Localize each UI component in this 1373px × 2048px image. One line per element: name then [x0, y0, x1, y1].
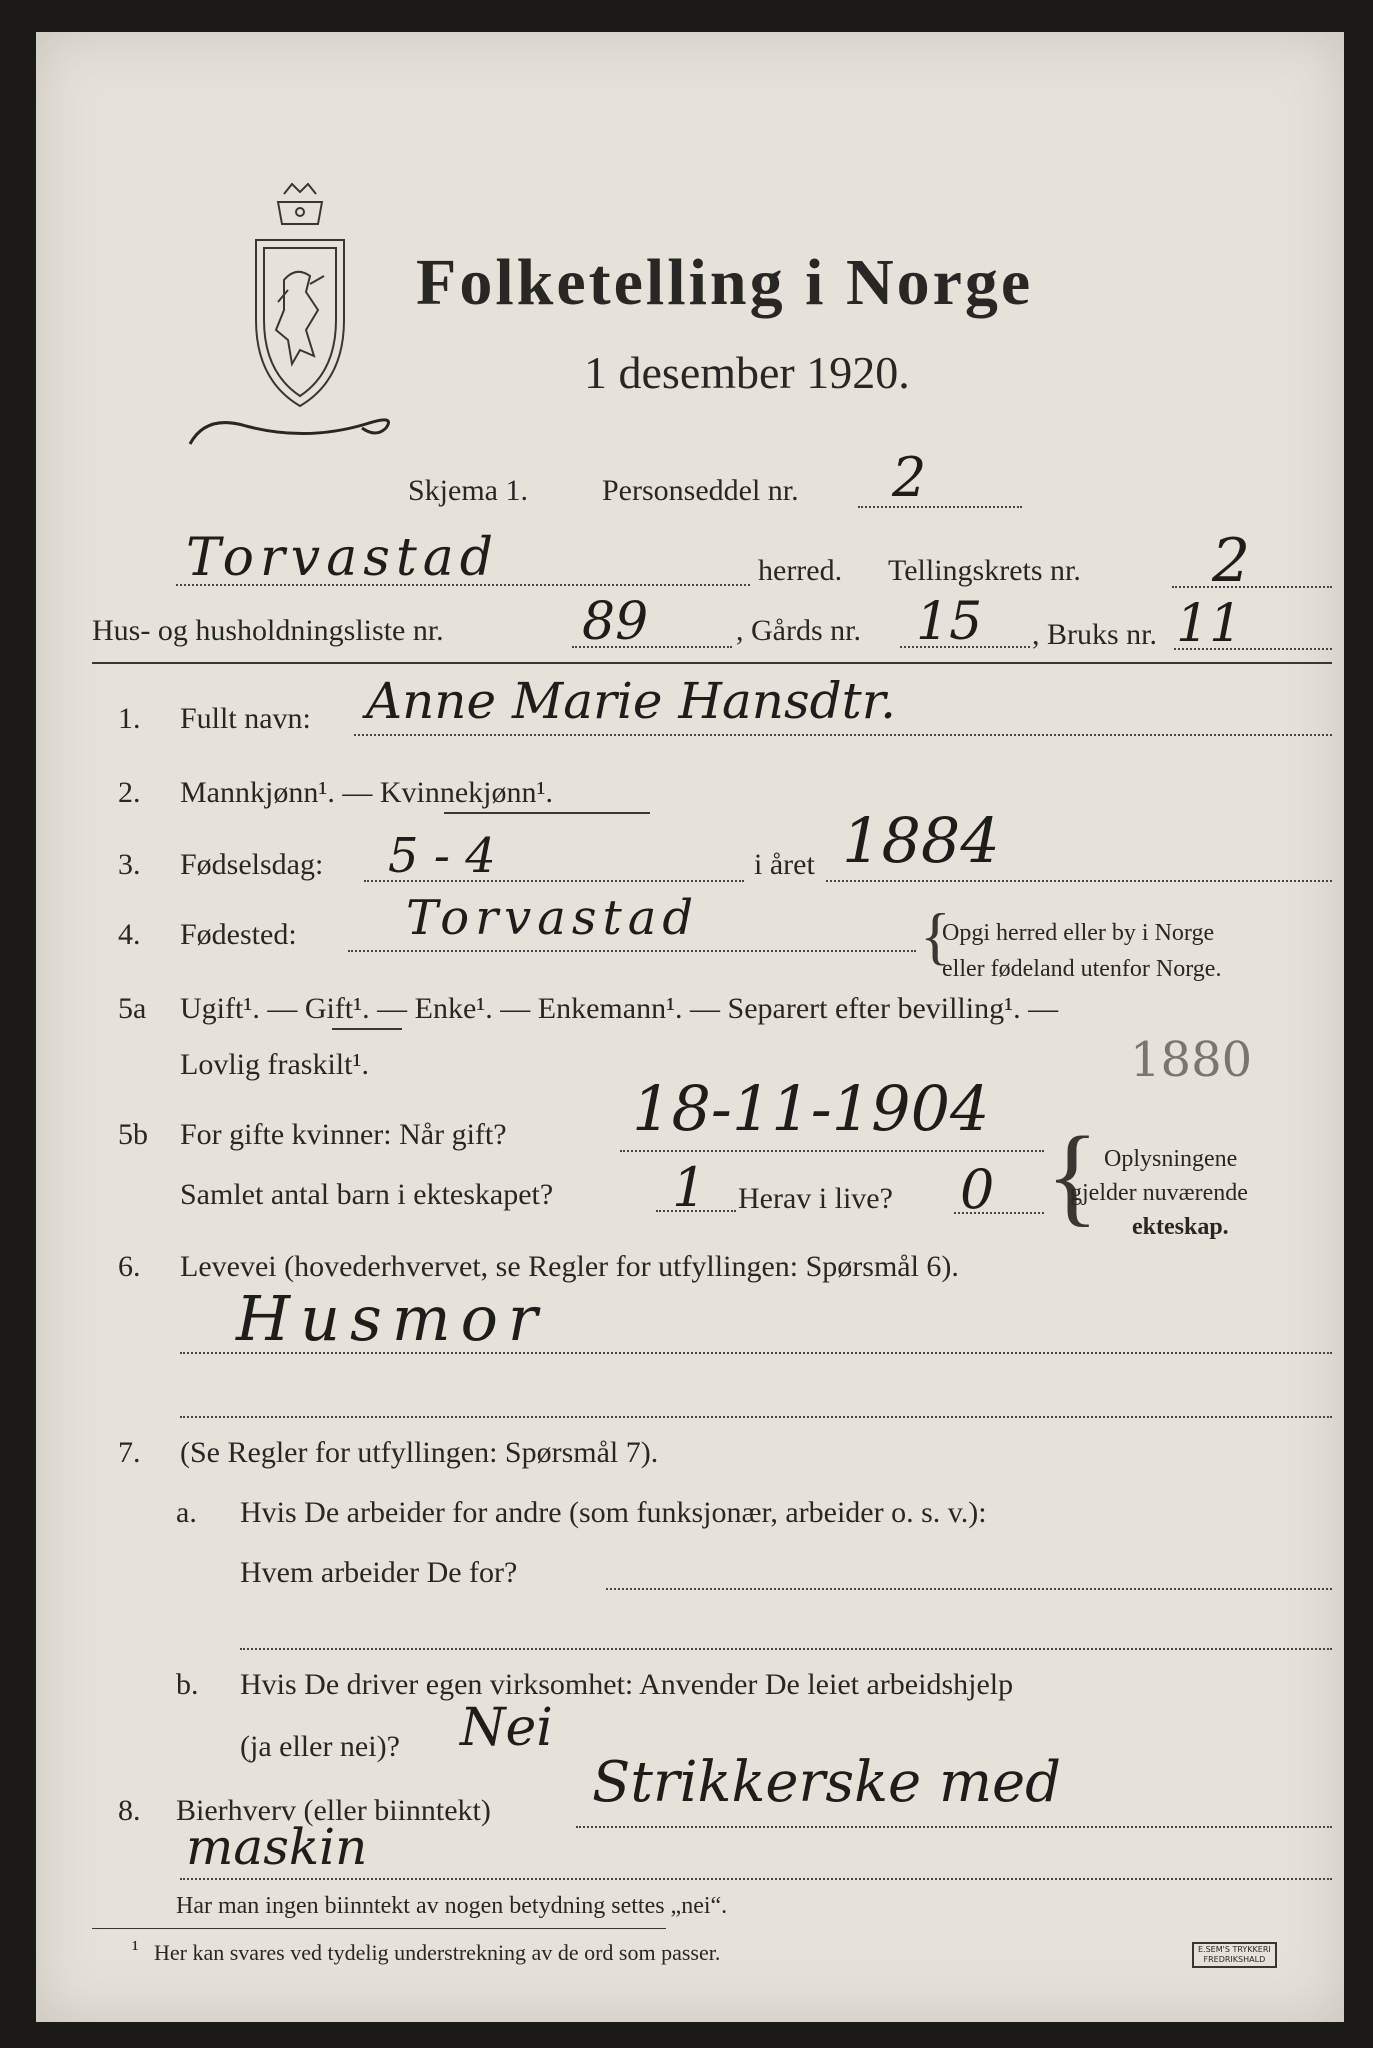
census-date: 1 desember 1920. — [584, 347, 910, 398]
q6-number: 6. — [118, 1250, 141, 1283]
q4-line — [348, 950, 916, 952]
q7a-number: a. — [176, 1496, 197, 1529]
q8-label: Bierhverv (eller biinntekt) — [176, 1794, 491, 1827]
footnote-text: Her kan svares ved tydelig understrekning av de ord som passer. — [154, 1940, 721, 1965]
q7b-number: b. — [176, 1668, 199, 1701]
q7b-value[interactable]: Nei — [460, 1698, 553, 1758]
tellingskrets-line — [1172, 586, 1332, 588]
q2-underline-kvinnekjonn — [444, 812, 650, 814]
gards-value[interactable]: 15 — [916, 592, 983, 652]
census-form-page — [36, 32, 1344, 2022]
q7a-label2: Hvem arbeider De for? — [240, 1556, 518, 1589]
q5b-note-line1: Oplysningene — [1104, 1146, 1238, 1172]
q3-year-line — [826, 880, 1332, 882]
decorative-flourish-icon — [186, 404, 406, 454]
q4-label: Fødested: — [180, 918, 297, 951]
q7-number: 7. — [118, 1436, 141, 1469]
printer-stamp-line2: FREDRIKSHALD — [1203, 1955, 1266, 1964]
q2-label: Mannkjønn¹. — Kvinnekjønn¹. — [180, 776, 553, 809]
q5a-underline-gift — [332, 1028, 402, 1030]
form-title: Folketelling i Norge — [416, 246, 1034, 319]
q8-line2 — [180, 1878, 1332, 1880]
q5b-number: 5b — [118, 1118, 148, 1151]
q5b-barn-label: Samlet antal barn i ekteskapet? — [180, 1178, 554, 1211]
header-divider — [92, 662, 1332, 664]
herred-value[interactable]: Torvastad — [186, 528, 500, 588]
q4-number: 4. — [118, 918, 141, 951]
tellingskrets-label: Tellingskrets nr. — [888, 554, 1081, 587]
q3-year-value[interactable]: 1884 — [842, 804, 1000, 877]
personseddel-line — [858, 506, 1022, 508]
q5a-number: 5a — [118, 992, 147, 1025]
personseddel-label: Personseddel nr. — [602, 474, 799, 507]
skjema-label: Skjema 1. — [408, 474, 528, 507]
q5b-margin-note: 1880 — [1130, 1032, 1253, 1088]
q6-line2 — [180, 1416, 1332, 1418]
herred-label: herred. — [758, 554, 843, 587]
q5b-note-line3: ekteskap. — [1132, 1214, 1229, 1240]
q4-note-line1: Opgi herred eller by i Norge — [942, 920, 1215, 946]
q5b-married-value[interactable]: 18-11-1904 — [632, 1072, 990, 1145]
q7-label: (Se Regler for utfyllingen: Spørsmål 7). — [180, 1436, 659, 1469]
q8-value[interactable]: Strikkerske med — [592, 1750, 1062, 1815]
q5b-married-line — [620, 1150, 1044, 1152]
q7a-line2 — [240, 1648, 1332, 1650]
q1-value[interactable]: Anne Marie Hansdtr. — [366, 672, 897, 730]
footnote-divider — [92, 1928, 666, 1929]
q5b-label: For gifte kvinner: Når gift? — [180, 1118, 507, 1151]
q8-line1 — [576, 1826, 1332, 1828]
q4-value[interactable]: Torvastad — [406, 890, 700, 946]
gards-label: , Gårds nr. — [736, 614, 861, 647]
q7b-label: Hvis De driver egen virksomhet: Anvender De leiet arbeidshjelp — [240, 1668, 1014, 1701]
bruks-label: , Bruks nr. — [1032, 618, 1158, 651]
q1-number: 1. — [118, 702, 141, 735]
q7a-label: Hvis De arbeider for andre (som funksjonær, arbeider o. s. v.): — [240, 1496, 987, 1529]
tellingskrets-value[interactable]: 2 — [1212, 526, 1251, 596]
q1-label: Fullt navn: — [180, 702, 311, 735]
q5b-brace: { — [1046, 1114, 1099, 1236]
q5b-note-line2: gjelder nuværende — [1070, 1180, 1248, 1206]
bruks-value[interactable]: 11 — [1176, 594, 1243, 654]
q1-line — [354, 734, 1332, 736]
q5b-live-value[interactable]: 0 — [960, 1158, 995, 1221]
q3-label: Fødselsdag: — [180, 848, 324, 881]
husliste-label: Hus- og husholdningsliste nr. — [92, 614, 444, 647]
q3-number: 3. — [118, 848, 141, 881]
q5a-label: Ugift¹. — Gift¹. — Enke¹. — Enkemann¹. — Separert efter bevilling¹. — — [180, 992, 1059, 1025]
q5b-live-label: Herav i live? — [738, 1182, 893, 1215]
footnote-mark: ¹ — [132, 1936, 139, 1961]
norwegian-coat-of-arms-icon — [244, 180, 354, 410]
q6-label: Levevei (hovederhvervet, se Regler for utfyllingen: Spørsmål 6). — [180, 1250, 959, 1283]
q8-value2[interactable]: maskin — [186, 1818, 368, 1876]
q4-note-line2: eller fødeland utenfor Norge. — [942, 956, 1222, 982]
q8-note: Har man ingen biinntekt av nogen betydning settes „nei“. — [176, 1893, 728, 1919]
q2-number: 2. — [118, 776, 141, 809]
q8-number: 8. — [118, 1794, 141, 1827]
q3-day-value[interactable]: 5 - 4 — [388, 828, 496, 884]
printer-stamp — [1192, 1942, 1277, 1968]
q3-year-label: i året — [754, 848, 815, 881]
printer-stamp-line1: E.SEM'S TRYKKERI — [1198, 1945, 1271, 1954]
q5a-label2: Lovlig fraskilt¹. — [180, 1048, 369, 1081]
q6-value[interactable]: Husmor — [236, 1282, 548, 1355]
q7b-label2: (ja eller nei)? — [240, 1730, 400, 1763]
personseddel-value[interactable]: 2 — [892, 446, 927, 509]
husliste-value[interactable]: 89 — [582, 592, 649, 652]
q5b-barn-value[interactable]: 1 — [672, 1156, 707, 1219]
q7a-line1 — [606, 1588, 1332, 1590]
q4-brace: { — [920, 900, 951, 971]
